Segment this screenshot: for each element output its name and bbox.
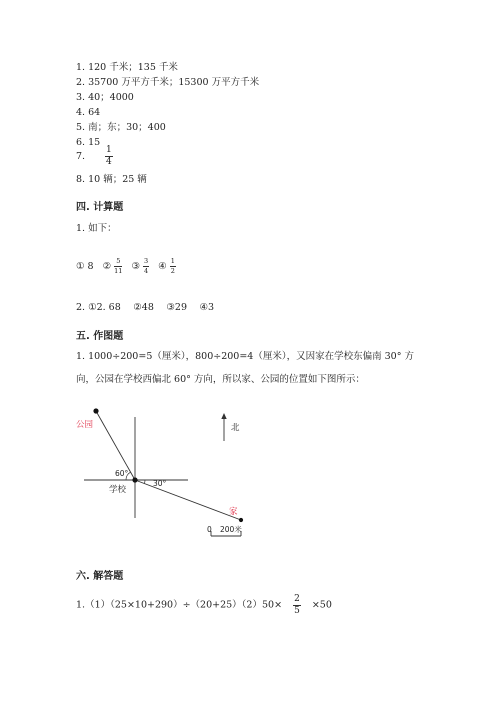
section-6-title: 六. 解答题 [76, 571, 124, 582]
answer-8: 8. 10 辆；25 辆 [76, 174, 147, 185]
angle-30-arc [144, 480, 145, 483]
section-5-para-2: 向，公园在学校西偏北 60° 方向，所以家、公园的位置如下图所示： [76, 374, 365, 385]
fraction-denominator: 4 [106, 157, 112, 167]
angle-30-label: 30° [153, 479, 167, 488]
section-5-title: 五. 作图题 [76, 331, 124, 342]
calc-mark: ② [102, 260, 112, 272]
fraction-denominator: 5 [294, 606, 300, 616]
fraction-numerator: 1 [106, 145, 112, 155]
school-label: 学校 [109, 485, 127, 495]
answer-7-prefix: 7. [76, 150, 86, 162]
angle-60-label: 60° [115, 469, 129, 478]
section-6-q1-prefix: 1.（1）（25×10+290）÷（20+25）（2）50× [76, 599, 283, 611]
fraction-denominator: 2 [170, 266, 175, 275]
section-6-q1-suffix: ×50 [311, 599, 332, 611]
section-4-q1: 1. 如下： [76, 223, 117, 234]
section-6-q1 [76, 595, 332, 616]
school-point [132, 477, 137, 482]
fraction-numerator: 5 [114, 258, 122, 267]
north-label: 北 [231, 423, 240, 433]
answer-1: 1. 120 千米；135 千米 [76, 62, 178, 73]
calc-mark: ④ [158, 260, 167, 272]
fraction-numerator: 3 [143, 257, 149, 265]
fraction-denominator: 4 [143, 266, 149, 275]
fraction-numerator: 2 [294, 594, 300, 604]
north-arrow-head [221, 413, 226, 419]
school-to-home-line [135, 480, 241, 520]
scale-zero-label: 0 [207, 525, 212, 534]
scale-200-label: 200米 [220, 525, 242, 534]
section-6-q1-fraction [293, 595, 301, 616]
park-label: 公园 [76, 420, 94, 430]
answer-4: 4. 64 [76, 107, 101, 118]
calc-mark: ① [76, 260, 85, 272]
answer-6: 6. 15 [76, 137, 101, 148]
home-label: 家 [229, 507, 238, 517]
calc-mark: ③ [131, 260, 140, 272]
fraction-numerator: 1 [170, 257, 175, 265]
section-4-q2: 2. ①2. 68 ②48 ③29 ④3 [76, 302, 215, 313]
park-point [93, 408, 98, 413]
fraction-denominator: 11 [114, 266, 123, 275]
answer-3: 3. 40；4000 [76, 92, 134, 103]
answer-5: 5. 南；东；30；400 [76, 122, 166, 133]
section-4-title: 四. 计算题 [76, 202, 124, 213]
north-arrow [221, 413, 226, 441]
answer-2: 2. 35700 万平方千米；15300 万平方千米 [76, 77, 260, 88]
section-5-para-1: 1. 1000÷200=5（厘米），800÷200=4（厘米），又因家在学校东偏南 30° 方 [76, 351, 414, 362]
calc-value: 8 [87, 260, 94, 272]
home-point [239, 518, 243, 522]
